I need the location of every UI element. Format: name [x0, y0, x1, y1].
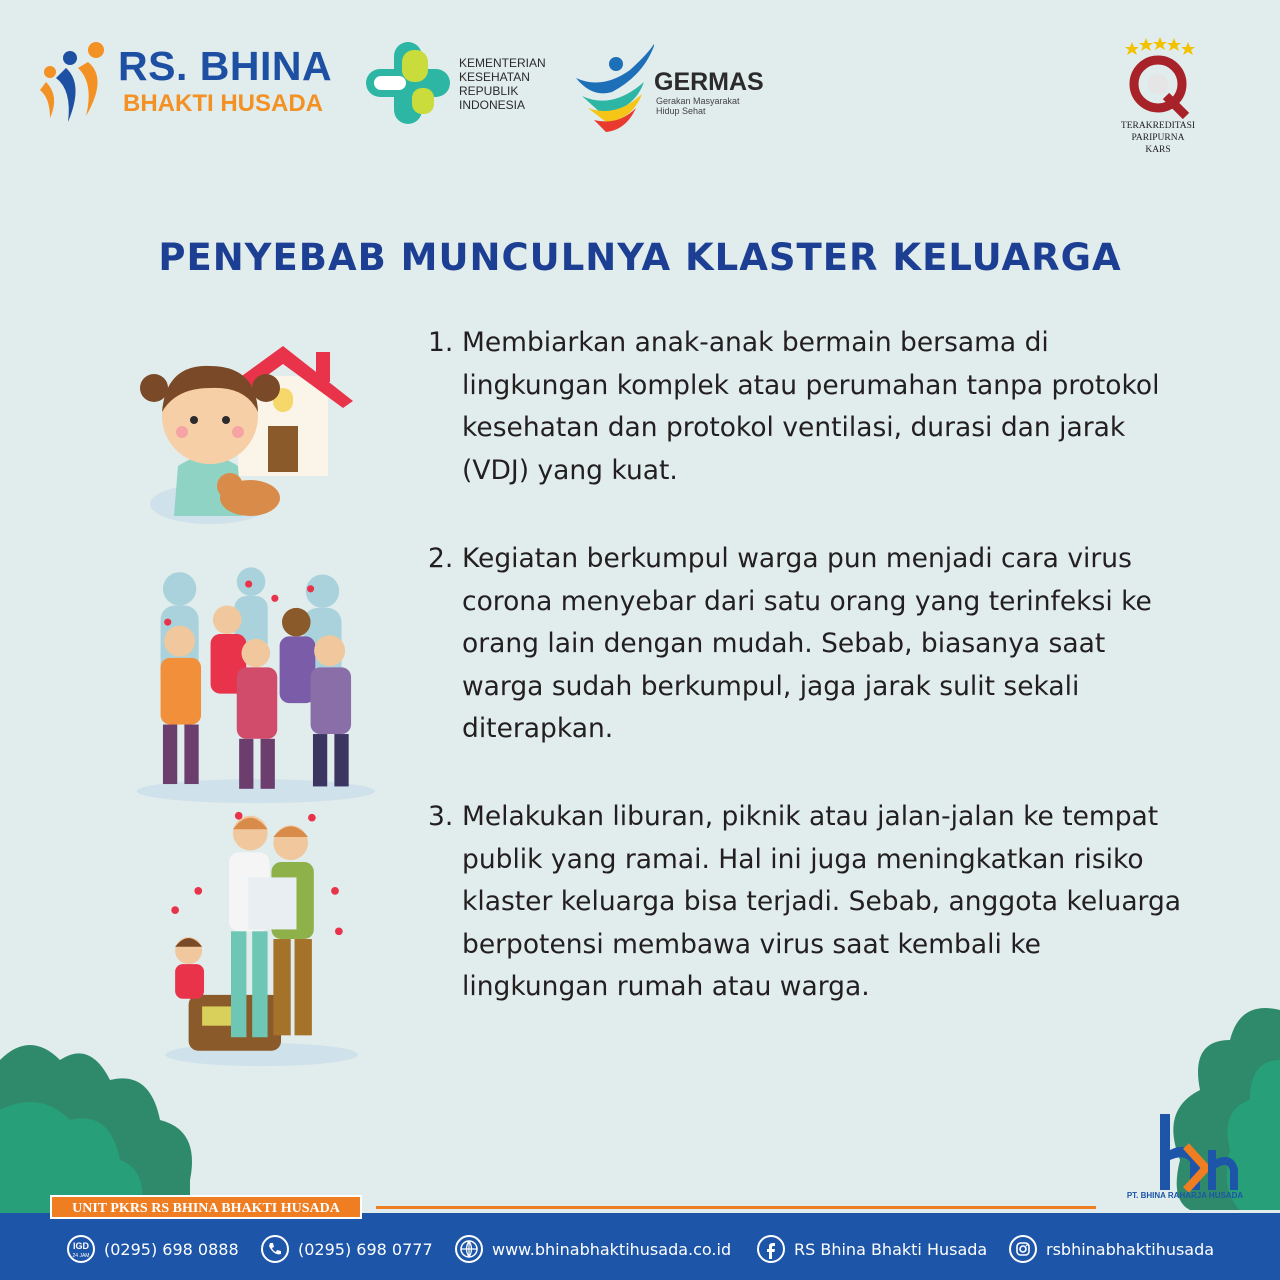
igd-badge-label: IGD: [72, 1241, 90, 1251]
unit-pkrs-badge: UNIT PKRS RS BHINA BHAKTI HUSADA: [50, 1195, 362, 1219]
germas-subtitle-line-1: Gerakan Masyarakat: [656, 96, 740, 106]
cause-item-3: [428, 796, 1188, 1009]
rs-name-line1: RS. BHINA: [118, 43, 333, 89]
crowd-illustration: [132, 560, 382, 820]
kemenkes-line-4: INDONESIA: [459, 98, 526, 112]
instagram-link[interactable]: rsbhinabhaktihusada: [1046, 1239, 1215, 1259]
cause-item-1: [428, 322, 1188, 492]
cause-item-2-text: Kegiatan berkumpul warga pun menjadi cara virus corona menyebar dari satu orang yang terinfeksi ke orang lain dengan mudah. Sebab, biasanya saat warga sudah berkumpul, jaga jarak sulit sekali diterapkan.: [462, 543, 1152, 744]
igd-badge-hours: 24 JAM: [72, 1253, 90, 1259]
bhina-raharja-logo-icon: [1150, 1110, 1250, 1194]
kemenkes-line-2: KESEHATAN: [459, 70, 530, 84]
footer-instagram-contact: [1008, 1232, 1214, 1266]
globe-icon: [454, 1234, 484, 1264]
instagram-icon: [1008, 1234, 1038, 1264]
company-caption: PT. BHINA RAHARJA HUSADA: [1126, 1191, 1244, 1200]
footer-facebook-contact: [756, 1232, 987, 1266]
kars-line-1: TERAKREDITASI PARIPURNA: [1120, 121, 1196, 143]
germas-title: GERMAS: [654, 68, 764, 96]
cause-item-2-number: 2.: [428, 543, 454, 574]
rs-bhina-logo: [38, 38, 338, 128]
germas-logo: [572, 34, 782, 134]
footer-igd-contact: [66, 1232, 239, 1266]
cause-item-1-number: 1.: [428, 327, 454, 358]
kemenkes-line-1: KEMENTERIAN: [459, 56, 546, 70]
cause-item-1-text: Membiarkan anak-anak bermain bersama di lingkungan komplek atau perumahan tanpa protokol kesehatan dan protokol ventilasi, durasi dan jarak (VDJ) yang kuat.: [462, 327, 1160, 486]
igd-24h-icon: [66, 1234, 96, 1264]
footer-phone-contact: [260, 1232, 433, 1266]
kemenkes-logo: [362, 38, 562, 128]
facebook-link[interactable]: RS Bhina Bhakti Husada: [794, 1239, 988, 1259]
kars-line-2: KARS: [1145, 145, 1171, 155]
kemenkes-emblem-icon: [362, 38, 454, 128]
rs-bhina-emblem-icon: [38, 38, 118, 128]
cause-item-3-number: 3.: [428, 801, 454, 832]
phone-number[interactable]: (0295) 698 0777: [298, 1239, 433, 1259]
footer-website-contact: [454, 1232, 731, 1266]
footer-divider-line: [376, 1206, 1096, 1209]
kars-accreditation-logo: [1096, 34, 1220, 154]
cause-item-2: [428, 538, 1188, 751]
page-title: PENYEBAB MUNCULNYA KLASTER KELUARGA: [158, 236, 1122, 279]
facebook-icon: [756, 1234, 786, 1264]
igd-phone-number[interactable]: (0295) 698 0888: [104, 1239, 239, 1259]
kemenkes-line-3: REPUBLIK: [459, 84, 519, 98]
child-house-illustration: [118, 316, 368, 576]
germas-emblem-icon: [572, 34, 654, 134]
kars-emblem-icon: [1096, 34, 1220, 120]
rs-name-line2: BHAKTI HUSADA: [123, 90, 323, 117]
phone-icon: [260, 1234, 290, 1264]
family-travel-illustration: [132, 810, 382, 1070]
germas-subtitle-line-2: Hidup Sehat: [656, 106, 706, 116]
cause-item-3-text: Melakukan liburan, piknik atau jalan-jalan ke tempat publik yang ramai. Hal ini juga meningkatkan risiko klaster keluarga bisa terjadi. Sebab, anggota keluarga berpotensi membawa virus saat kembali ke lingkungan rumah atau warga.: [462, 801, 1182, 1002]
website-link[interactable]: www.bhinabhaktihusada.co.id: [492, 1239, 732, 1259]
